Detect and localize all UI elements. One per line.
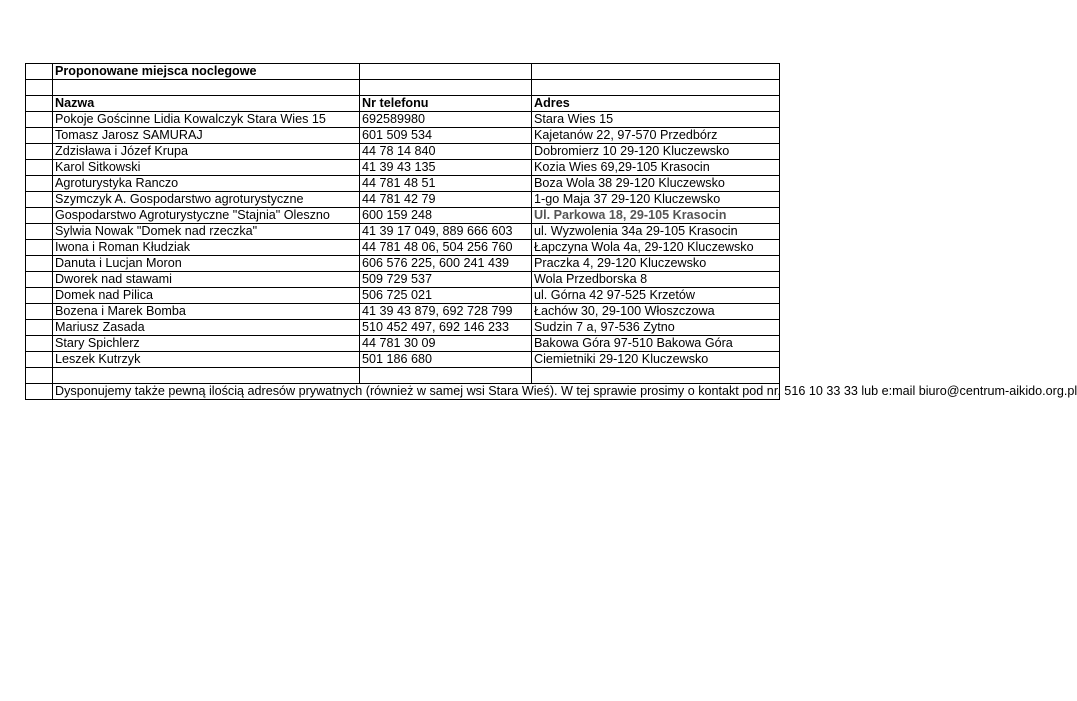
- row-address-cell[interactable]: Ul. Parkowa 18, 29-105 Krasocin: [532, 208, 780, 224]
- table-row: [26, 160, 780, 176]
- row-address-cell[interactable]: Bakowa Góra 97-510 Bakowa Góra: [532, 336, 780, 352]
- row-phone-cell[interactable]: 44 78 14 840: [360, 144, 532, 160]
- row-name-cell[interactable]: Agroturystyka Ranczo: [53, 176, 360, 192]
- row-name-cell[interactable]: Sylwia Nowak "Domek nad rzeczka": [53, 224, 360, 240]
- title-row: [26, 64, 780, 80]
- accommodation-table-body: [26, 64, 1077, 400]
- cell-blank[interactable]: [532, 368, 780, 384]
- row-address-cell[interactable]: Wola Przedborska 8: [532, 272, 780, 288]
- row-phone-cell[interactable]: 41 39 43 879, 692 728 799: [360, 304, 532, 320]
- header-name[interactable]: Nazwa: [53, 96, 360, 112]
- row-address-cell[interactable]: Łachów 30, 29-100 Włoszczowa: [532, 304, 780, 320]
- cell-blank[interactable]: [26, 64, 53, 80]
- row-address-cell[interactable]: 1-go Maja 37 29-120 Kluczewsko: [532, 192, 780, 208]
- cell-blank[interactable]: [26, 256, 53, 272]
- row-phone-cell[interactable]: 506 725 021: [360, 288, 532, 304]
- row-address-cell[interactable]: Łapczyna Wola 4a, 29-120 Kluczewsko: [532, 240, 780, 256]
- cell-blank[interactable]: [53, 80, 360, 96]
- cell-blank[interactable]: [360, 64, 532, 80]
- table-row: [26, 256, 780, 272]
- row-name-cell[interactable]: Zdzisława i Józef Krupa: [53, 144, 360, 160]
- cell-blank[interactable]: [26, 144, 53, 160]
- row-address-cell[interactable]: Ciemietniki 29-120 Kluczewsko: [532, 352, 780, 368]
- cell-blank[interactable]: [26, 112, 53, 128]
- cell-blank[interactable]: [532, 80, 780, 96]
- row-name-cell[interactable]: Mariusz Zasada: [53, 320, 360, 336]
- row-name-cell[interactable]: Karol Sitkowski: [53, 160, 360, 176]
- header-phone[interactable]: Nr telefonu: [360, 96, 532, 112]
- row-phone-cell[interactable]: 44 781 48 06, 504 256 760: [360, 240, 532, 256]
- row-phone-cell[interactable]: 509 729 537: [360, 272, 532, 288]
- row-phone-cell[interactable]: 501 186 680: [360, 352, 532, 368]
- row-phone-cell[interactable]: 692589980: [360, 112, 532, 128]
- table-row: [26, 208, 780, 224]
- table-row: [26, 128, 780, 144]
- row-address-cell[interactable]: Boza Wola 38 29-120 Kluczewsko: [532, 176, 780, 192]
- cell-blank[interactable]: [532, 64, 780, 80]
- cell-blank[interactable]: [26, 336, 53, 352]
- table-row: [26, 224, 780, 240]
- row-name-cell[interactable]: Domek nad Pilica: [53, 288, 360, 304]
- table-row: [26, 176, 780, 192]
- row-address-cell[interactable]: Dobromierz 10 29-120 Kluczewsko: [532, 144, 780, 160]
- row-phone-cell[interactable]: 44 781 42 79: [360, 192, 532, 208]
- row-phone-cell[interactable]: 601 509 534: [360, 128, 532, 144]
- table-row: [26, 192, 780, 208]
- table-row: [26, 240, 780, 256]
- cell-blank[interactable]: [360, 368, 532, 384]
- row-address-cell[interactable]: ul. Górna 42 97-525 Krzetów: [532, 288, 780, 304]
- cell-blank[interactable]: [26, 208, 53, 224]
- row-phone-cell[interactable]: 41 39 17 049, 889 666 603: [360, 224, 532, 240]
- row-name-cell[interactable]: Leszek Kutrzyk: [53, 352, 360, 368]
- table-row: [26, 112, 780, 128]
- row-address-cell[interactable]: Stara Wies 15: [532, 112, 780, 128]
- row-phone-cell[interactable]: 606 576 225, 600 241 439: [360, 256, 532, 272]
- row-phone-cell[interactable]: 44 781 48 51: [360, 176, 532, 192]
- row-address-cell[interactable]: Kozia Wies 69,29-105 Krasocin: [532, 160, 780, 176]
- cell-blank[interactable]: [26, 352, 53, 368]
- row-name-cell[interactable]: Gospodarstwo Agroturystyczne "Stajnia" Oleszno: [53, 208, 360, 224]
- row-phone-cell[interactable]: 44 781 30 09: [360, 336, 532, 352]
- cell-blank[interactable]: [26, 176, 53, 192]
- header-row: [26, 96, 780, 112]
- cell-blank[interactable]: [26, 192, 53, 208]
- row-address-cell[interactable]: Sudzin 7 a, 97-536 Zytno: [532, 320, 780, 336]
- cell-blank[interactable]: [26, 96, 53, 112]
- cell-blank[interactable]: [360, 80, 532, 96]
- table-row: [26, 304, 780, 320]
- row-address-cell[interactable]: Praczka 4, 29-120 Kluczewsko: [532, 256, 780, 272]
- cell-blank[interactable]: [26, 288, 53, 304]
- cell-blank[interactable]: [26, 320, 53, 336]
- row-phone-cell[interactable]: 600 159 248: [360, 208, 532, 224]
- row-name-cell[interactable]: Stary Spichlerz: [53, 336, 360, 352]
- row-phone-cell[interactable]: 41 39 43 135: [360, 160, 532, 176]
- row-name-cell[interactable]: Iwona i Roman Kłudziak: [53, 240, 360, 256]
- row-phone-cell[interactable]: 510 452 497, 692 146 233: [360, 320, 532, 336]
- row-name-cell[interactable]: Pokoje Gościnne Lidia Kowalczyk Stara Wies 15: [53, 112, 360, 128]
- table-row: [26, 336, 780, 352]
- row-name-cell[interactable]: Tomasz Jarosz SAMURAJ: [53, 128, 360, 144]
- cell-blank[interactable]: [26, 240, 53, 256]
- cell-blank[interactable]: [26, 368, 53, 384]
- table-row: [26, 352, 780, 368]
- contact-note[interactable]: Dysponujemy także pewną ilością adresów prywatnych (również w samej wsi Stara Wieś). W tej sprawie prosimy o kontakt pod nr. 516 10 33 33 lub e:mail biuro@centrum-aikido.org.pl: [53, 384, 780, 400]
- cell-blank[interactable]: [26, 80, 53, 96]
- table-row: [26, 144, 780, 160]
- cell-blank[interactable]: [26, 304, 53, 320]
- header-address[interactable]: Adres: [532, 96, 780, 112]
- table-row: [26, 288, 780, 304]
- table-row: [26, 320, 780, 336]
- cell-blank[interactable]: [53, 368, 360, 384]
- cell-blank[interactable]: [26, 272, 53, 288]
- spacer-row: [26, 368, 780, 384]
- note-row: [26, 384, 780, 400]
- cell-blank[interactable]: [26, 224, 53, 240]
- cell-blank[interactable]: [26, 384, 53, 400]
- spacer-row: [26, 80, 780, 96]
- table-row: [26, 272, 780, 288]
- row-name-cell[interactable]: Bozena i Marek Bomba: [53, 304, 360, 320]
- row-name-cell[interactable]: Danuta i Lucjan Moron: [53, 256, 360, 272]
- row-name-cell[interactable]: Dworek nad stawami: [53, 272, 360, 288]
- cell-blank[interactable]: [26, 160, 53, 176]
- cell-blank[interactable]: [26, 128, 53, 144]
- row-name-cell[interactable]: Szymczyk A. Gospodarstwo agroturystyczne: [53, 192, 360, 208]
- row-address-cell[interactable]: Kajetanów 22, 97-570 Przedbórz: [532, 128, 780, 144]
- sheet-title[interactable]: Proponowane miejsca noclegowe: [53, 64, 360, 80]
- row-address-cell[interactable]: ul. Wyzwolenia 34a 29-105 Krasocin: [532, 224, 780, 240]
- accommodation-table: [25, 63, 1077, 400]
